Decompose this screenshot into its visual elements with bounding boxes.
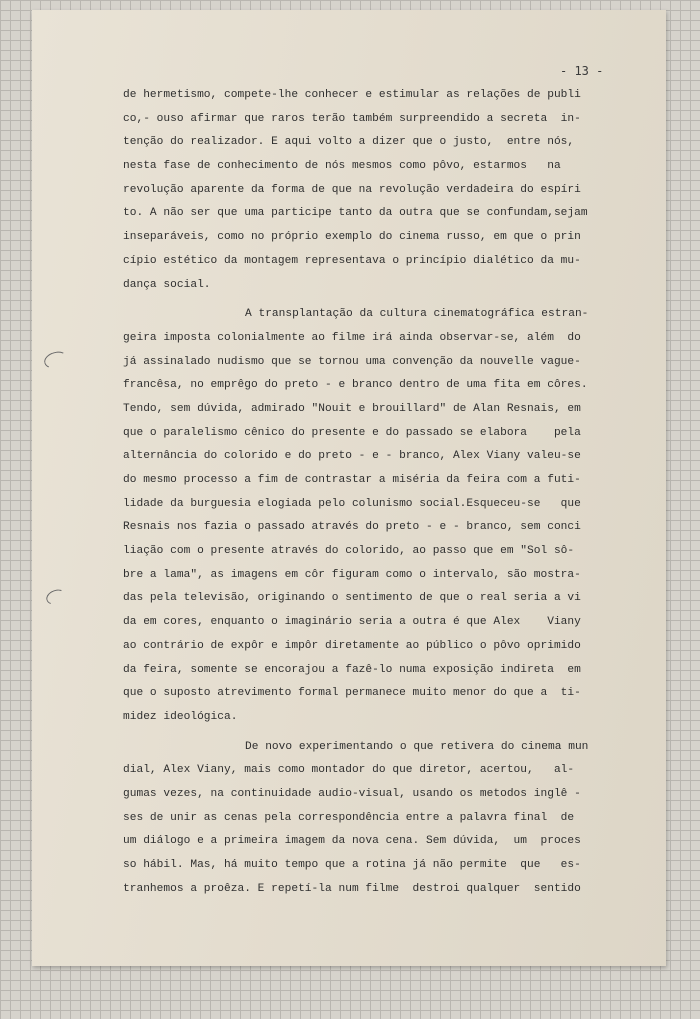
- text-line: revolução aparente da forma de que na revolução verdadeira do espíri: [123, 183, 581, 196]
- text-line: francêsa, no emprêgo do preto - e branco dentro de uma fita em côres.: [123, 379, 588, 392]
- text-line: de hermetismo, compete-lhe conhecer e estimular as relações de publi: [123, 89, 581, 101]
- text-line: to. A não ser que uma participe tanto da outra que se confundam,sejam: [123, 207, 588, 220]
- text-line: já assinalado nudismo que se tornou uma convenção da nouvelle vague-: [123, 355, 581, 368]
- paragraph-first-line: De novo experimentando o que retivera do cinema mun: [245, 740, 589, 753]
- text-line: ao contrário de expôr e impôr diretamente ao público o pôvo oprimido: [123, 639, 581, 652]
- text-line: lidade da burguesia elogiada pelo colunismo social.Esqueceu-se que: [123, 497, 581, 510]
- text-line: co,- ouso afirmar que raros terão também surpreendido a secreta in-: [123, 112, 581, 125]
- text-line: dança social.: [123, 278, 211, 291]
- text-line: que o paralelismo cênico do presente e do passado se elabora pela: [123, 426, 581, 439]
- text-line: Tendo, sem dúvida, admirado "Nouit e brouillard" de Alan Resnais, em: [123, 402, 581, 415]
- text-line: da em cores, enquanto o imaginário seria a outra é que Alex Viany: [123, 616, 581, 629]
- text-line: que o suposto atrevimento formal permanece muito menor do que a ti-: [123, 687, 581, 700]
- text-line: Resnais nos fazia o passado através do preto - e - branco, sem conci: [123, 521, 581, 534]
- text-line: dial, Alex Viany, mais como montador do que diretor, acertou, al-: [123, 764, 575, 777]
- text-line: midez ideológica.: [123, 710, 238, 723]
- paragraph-first-line: A transplantação da cultura cinematográfica estran-: [245, 308, 589, 321]
- page-number: - 13 -: [560, 64, 604, 78]
- text-line: nesta fase de conhecimento de nós mesmos como pôvo, estarmos na: [123, 160, 561, 173]
- text-line: tranhemos a proêza. E repetí-la num filme destroi qualquer sentido: [123, 882, 581, 895]
- text-line: tenção do realizador. E aqui volto a dizer que o justo, entre nós,: [123, 136, 575, 149]
- text-line: so hábil. Mas, há muito tempo que a rotina já não permite que es-: [123, 859, 581, 871]
- text-line: alternância do colorido e do preto - e - branco, Alex Viany valeu-se: [123, 450, 581, 463]
- text-line: da feira, somente se encorajou a fazê-lo numa exposição indireta em: [123, 663, 581, 676]
- text-line: do mesmo processo a fim de contrastar a miséria da feira com a futi-: [123, 474, 581, 486]
- text-line: cípio estético da montagem representava o princípio dialético da mu-: [123, 254, 581, 267]
- text-line: ses de unir as cenas pela correspondência entre a palavra final de: [123, 811, 575, 824]
- text-line: bre a lama", as imagens em côr figuram como o intervalo, são mostra-: [123, 568, 581, 581]
- text-line: gumas vezes, na continuidade audio-visual, usando os metodos inglê -: [123, 787, 581, 800]
- text-line: geira imposta colonialmente ao filme irá ainda observar-se, além do: [123, 331, 581, 344]
- text-line: das pela televisão, originando o sentimento de que o real seria a vi: [123, 592, 581, 605]
- body-text: [123, 84, 623, 901]
- text-line: um diálogo e a primeira imagem da nova cena. Sem dúvida, um proces: [123, 835, 581, 848]
- text-line: liação com o presente através do colorido, ao passo que em "Sol sô-: [123, 545, 575, 558]
- text-line: inseparáveis, como no próprio exemplo do cinema russo, em que o prin: [123, 231, 581, 244]
